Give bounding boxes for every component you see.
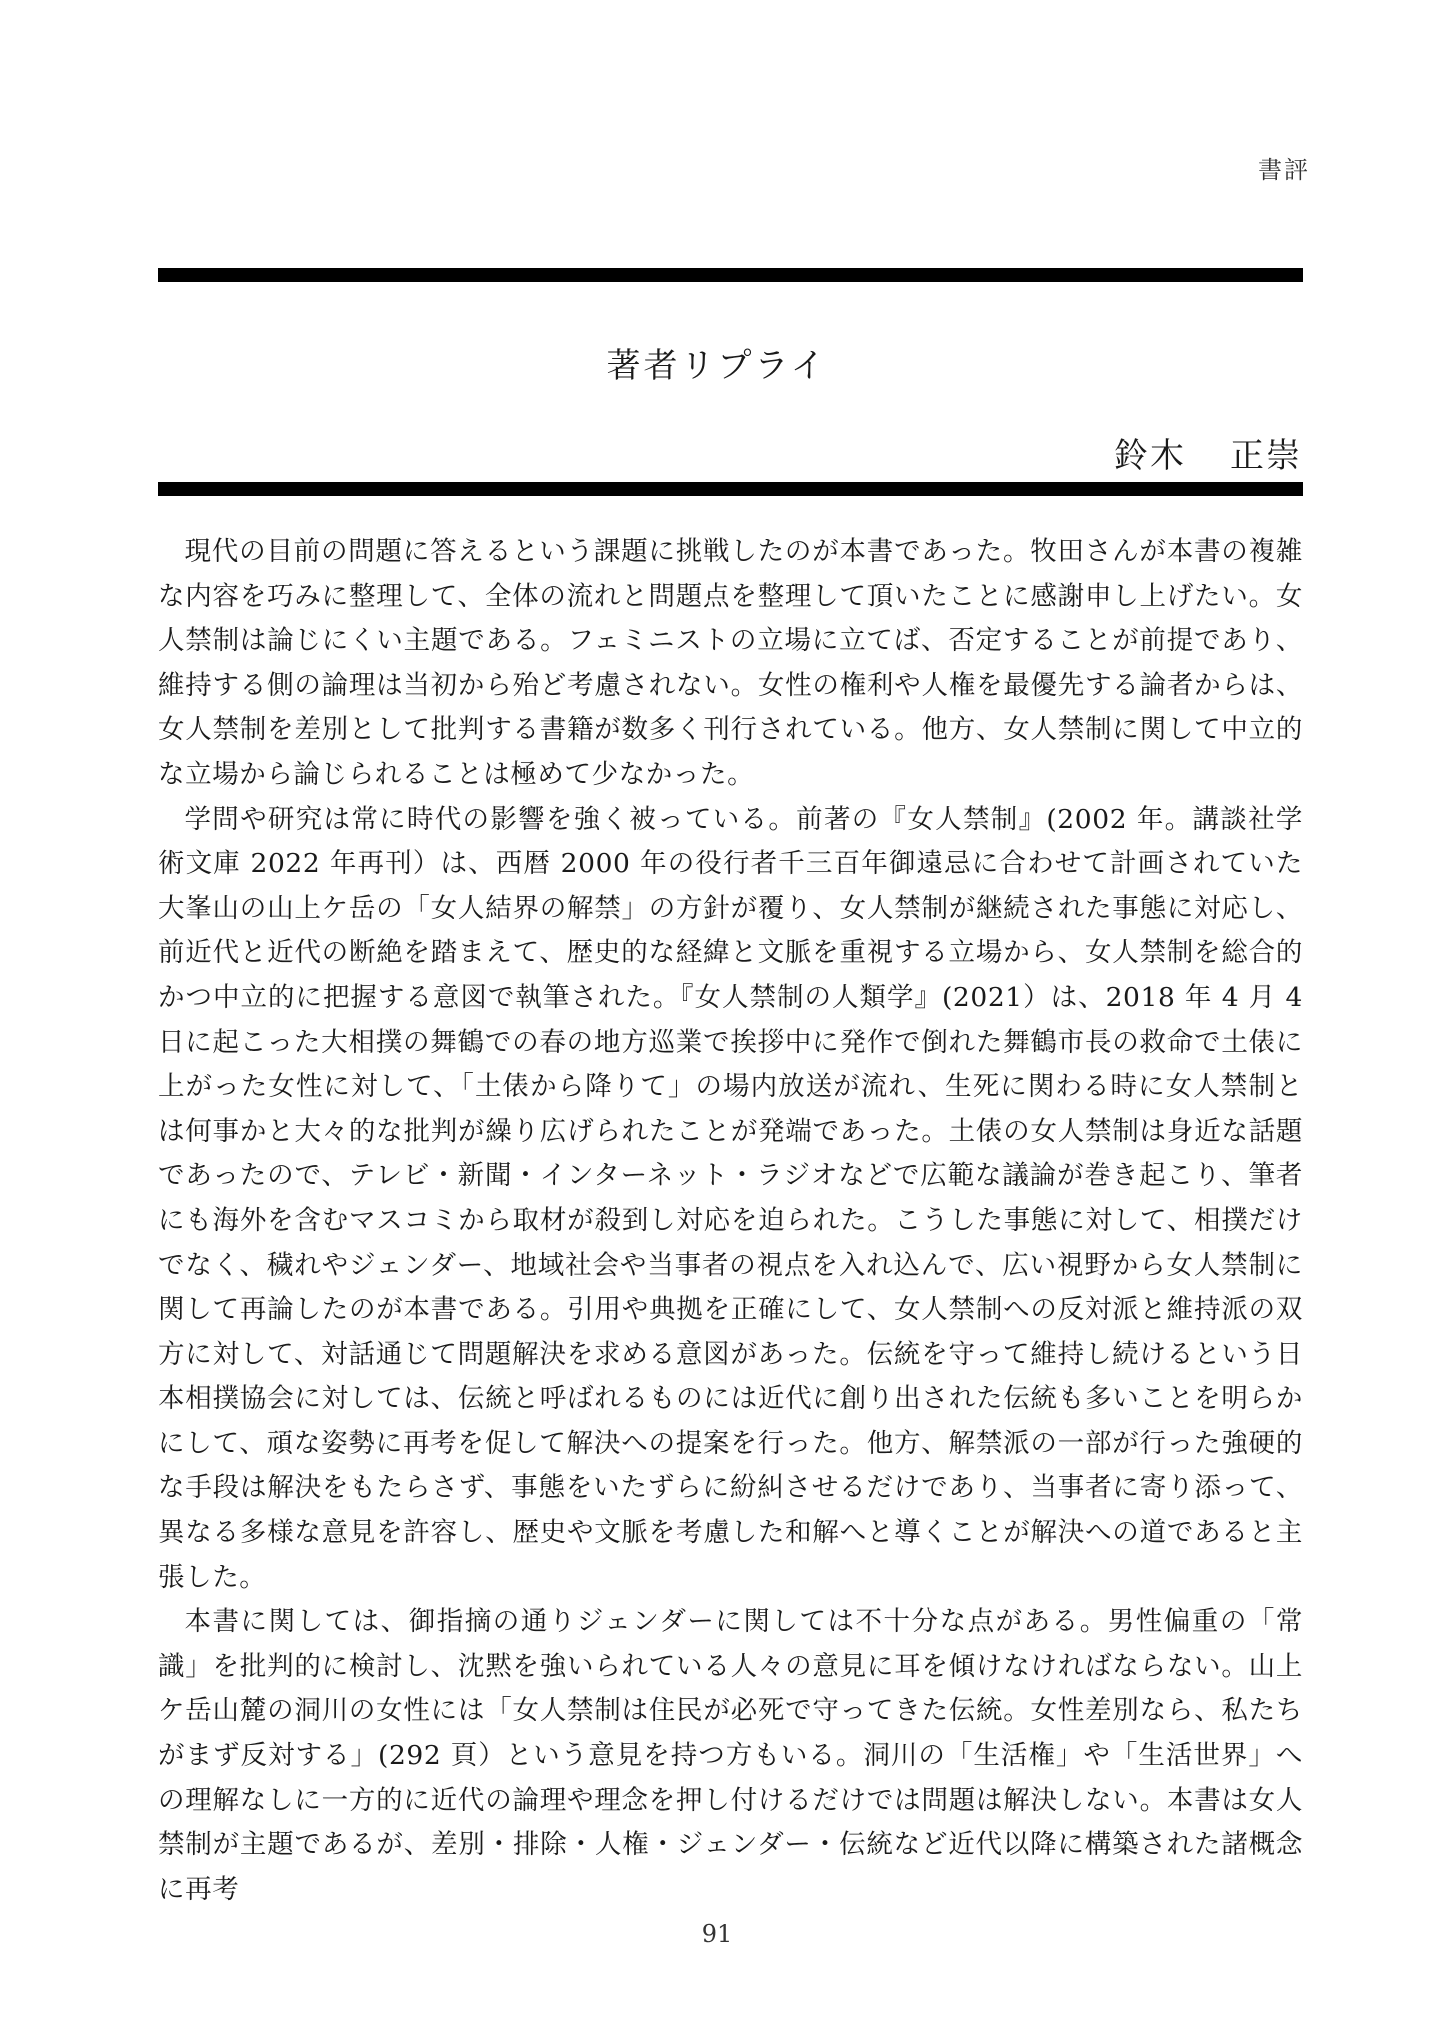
author-name bbox=[1114, 428, 1302, 477]
top-rule bbox=[158, 268, 1303, 282]
page-number: 91 bbox=[701, 1920, 733, 1948]
bottom-rule bbox=[158, 482, 1303, 496]
body-paragraph: 現代の目前の問題に答えるという課題に挑戦したのが本書であった。牧田さんが本書の複雑な内容を巧みに整理して、全体の流れと問題点を整理して頂いたことに感謝申し上げたい。女人禁制は論じにくい主題である。フェミニストの立場に立てば、否定することが前提であり、維持する側の論理は当初から殆ど考慮されない。女性の権利や人権を最優先する論者からは、女人禁制を差別として批判する書籍が数多く刊行されている。他方、女人禁制に関して中立的な立場から論じられることは極めて少なかった。 bbox=[158, 536, 1303, 790]
author-surname: 鈴木 bbox=[1114, 436, 1186, 476]
body-paragraph: 学問や研究は常に時代の影響を強く被っている。前著の『女人禁制』(2002 年。講談社学術文庫 2022 年再刊）は、西暦 2000 年の役行者千三百年御遠忌に合わせて計画されていた大峯山の山上ケ岳の「女人結界の解禁」の方針が覆り、女人禁制が継続された事態に対応し、前近代と近代の断絶を踏まえて、歴史的な経緯と文脈を重視する立場から、女人禁制を総合的かつ中立的に把握する意図で執筆された。『女人禁制の人類学』(2021）は、2018 年 4 月 4 日に起こった大相撲の舞鶴での春の地方巡業で挨拶中に発作で倒れた舞鶴市長の救命で土俵に上がった女性に対して、「土俵から降りて」の場内放送が流れ、生死に関わる時に女人禁制とは何事かと大々的な批判が繰り広げられたことが発端であった。土俵の女人禁制は身近な話題であったので、テレビ・新聞・インターネット・ラジオなどで広範な議論が巻き起こり、筆者にも海外を含むマスコミから取材が殺到し対応を迫られた。こうした事態に対して、相撲だけでなく、穢れやジェンダー、地域社会や当事者の視点を入れ込んで、広い視野から女人禁制に関して再論したのが本書である。引用や典拠を正確にして、女人禁制への反対派と維持派の双方に対して、対話通じて問題解決を求める意図があった。伝統を守って維持し続けるという日本相撲協会に対しては、伝統と呼ばれるものには近代に創り出された伝統も多いことを明らかにして、頑な姿勢に再考を促して解決への提案を行った。他方、解禁派の一部が行った強硬的な手段は解決をもたらさず、事態をいたずらに紛糾させるだけであり、当事者に寄り添って、異なる多様な意見を許容し、歴史や文脈を考慮した和解へと導くことが解決への道であると主張した。 bbox=[158, 803, 1303, 1593]
body-paragraph: 本書に関しては、御指摘の通りジェンダーに関しては不十分な点がある。男性偏重の「常識」を批判的に検討し、沈黙を強いられている人々の意見に耳を傾けなければならない。山上ケ岳山麓の洞川の女性には「女人禁制は住民が必死で守ってきた伝統。女性差別なら、私たちがまず反対する」(292 頁）という意見を持つ方もいる。洞川の「生活権」や「生活世界」への理解なしに一方的に近代の論理や理念を押し付けるだけでは問題は解決しない。本書は女人禁制が主題であるが、差別・排除・人権・ジェンダー・伝統など近代以降に構築された諸概念に再考 bbox=[158, 1606, 1303, 1905]
article-title: 著者リプライ bbox=[606, 346, 828, 386]
author-given-name: 正崇 bbox=[1230, 436, 1302, 476]
section-label: 書評 bbox=[1258, 156, 1310, 184]
article-body bbox=[158, 530, 1303, 1912]
